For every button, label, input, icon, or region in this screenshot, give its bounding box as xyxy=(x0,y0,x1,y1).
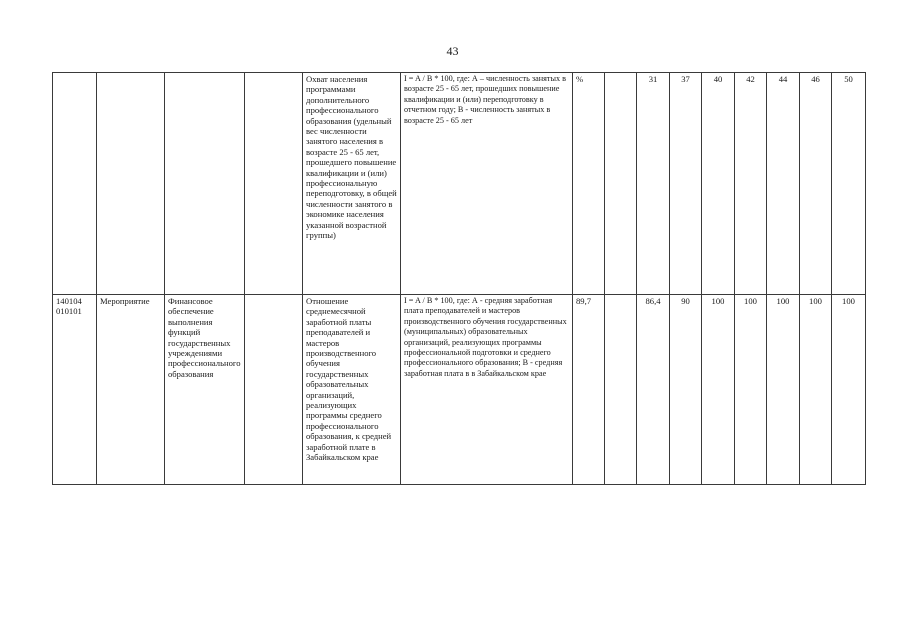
item-name-cell: Финансовое обеспечение выполнения функций государственных учреждениями профессионального образования xyxy=(165,295,245,485)
base-value-cell xyxy=(605,73,637,295)
year-value-cell: 100 xyxy=(702,295,735,485)
program-code-cell: 140104 010101 xyxy=(53,295,97,485)
base-value-cell xyxy=(605,295,637,485)
year-value-cell: 42 xyxy=(735,73,767,295)
year-value-cell: 46 xyxy=(800,73,832,295)
indicator-name-cell: Отношение среднемесячной заработной платы преподавателей и мастеров производственного обучения государственных образовательных организаций, реализующих программы среднего профессионального образования, к средней заработной плате в Забайкальском крае xyxy=(303,295,401,485)
year-value-cell: 100 xyxy=(832,295,866,485)
year-value-cell: 44 xyxy=(767,73,800,295)
formula-cell: I = A / B * 100, где: А – численность занятых в возрасте 25 - 65 лет, прошедших повышение квалификации и (или) переподготовку в отчетном году; В - численность занятых в возрасте 25 - 65 лет xyxy=(401,73,573,295)
item-name-cell xyxy=(165,73,245,295)
indicator-name-cell: Охват населения программами дополнительного профессионального образования (удельный вес численности занятого населения в возрасте 25 - 65 лет, прошедшего повышение квалификации и (или) профессиональную переподготовку, в общей численности занятого в экономике населения указанной возрастной группы) xyxy=(303,73,401,295)
unit-cell: % xyxy=(573,73,605,295)
year-value-cell: 40 xyxy=(702,73,735,295)
table-row xyxy=(53,73,866,295)
year-value-cell: 37 xyxy=(670,73,702,295)
unit-cell: 89,7 xyxy=(573,295,605,485)
empty-cell xyxy=(245,73,303,295)
year-value-cell: 100 xyxy=(735,295,767,485)
year-value-cell: 100 xyxy=(767,295,800,485)
program-table xyxy=(52,72,866,485)
year-value-cell: 50 xyxy=(832,73,866,295)
year-value-cell: 100 xyxy=(800,295,832,485)
program-code-cell xyxy=(53,73,97,295)
item-type-cell: Мероприятие xyxy=(97,295,165,485)
empty-cell xyxy=(245,295,303,485)
item-type-cell xyxy=(97,73,165,295)
year-value-cell: 90 xyxy=(670,295,702,485)
year-value-cell: 86,4 xyxy=(637,295,670,485)
formula-cell: I = A / B * 100, где: А - средняя заработная плата преподавателей и мастеров производственного обучения государственных (муниципальных) образовательных организаций, реализующих программы профессиональной подготовки и среднего профессионального образования; В - средняя заработная плата в в Забайкальском крае xyxy=(401,295,573,485)
table-row xyxy=(53,295,866,485)
page-number: 43 xyxy=(446,44,459,58)
year-value-cell: 31 xyxy=(637,73,670,295)
